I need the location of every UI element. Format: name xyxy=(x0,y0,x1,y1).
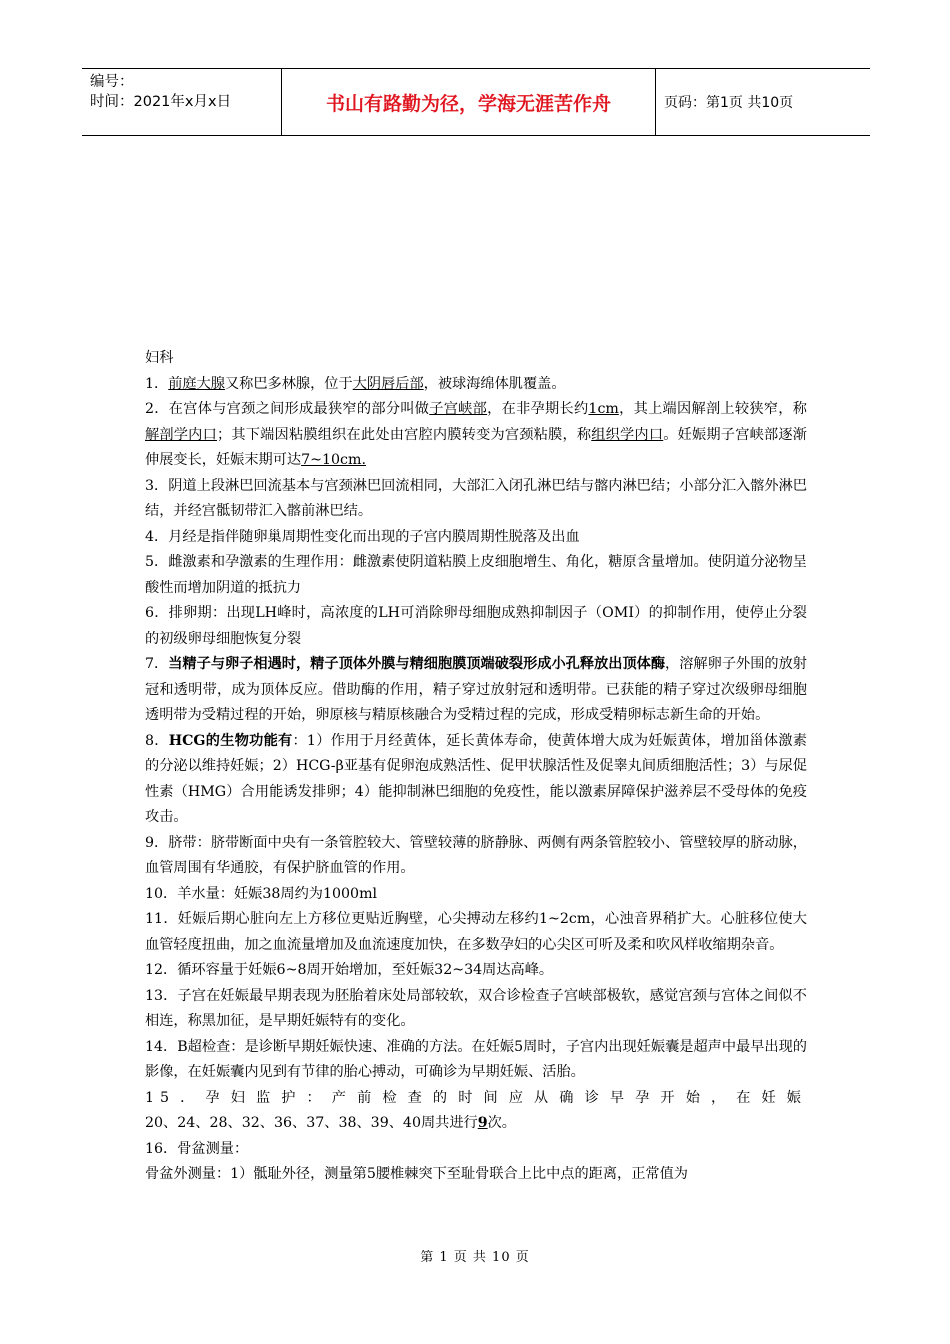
page-footer: 第 1 页 共 10 页 xyxy=(420,1250,530,1265)
section-title: 妇科 xyxy=(145,350,174,366)
paragraph-2 xyxy=(145,397,807,474)
date-label: 时间：2021年x月x日 xyxy=(90,94,232,110)
text-run: 。妊娠期子宫峡部逐渐伸展变长，妊娠末期可达 xyxy=(145,426,807,468)
text-run: ，溶解卵子外围的放射冠和透明带，成为顶体反应。借助酶的作用，精子穿过放射冠和透明带。已获能的精子穿过次级卵母细胞透明带为受精过程的开始，卵原核与精原核融合为受精过程的完成，形成受精卵标志新生命的开始。 xyxy=(145,656,807,723)
paragraph-6: 6．排卵期：出现LH峰时，高浓度的LH可消除卵母细胞成熟抑制因子（OMI）的抑制作用，使停止分裂的初级卵母细胞恢复分裂 xyxy=(145,605,807,647)
visit-count: 9 xyxy=(477,1115,488,1131)
term-underlined: 大阴唇后部 xyxy=(352,375,424,392)
text-run: ，其上端因解剖上较狭窄，称 xyxy=(618,401,807,417)
header-motto: 书山有路勤为径，学海无涯苦作舟 xyxy=(282,69,656,135)
term-underlined: 前庭大腺 xyxy=(168,375,225,392)
item-number: 7． xyxy=(145,656,169,672)
term-underlined: 子宫峡部 xyxy=(429,401,488,417)
header-page-info: 页码：第1页 共10页 xyxy=(664,95,794,111)
paragraph-15-line2 xyxy=(145,1111,807,1137)
paragraph-17: 骨盆外测量：1）骶耻外径，测量第5腰椎棘突下至耻骨联合上比中点的距离，正常值为 xyxy=(145,1166,688,1182)
document-body xyxy=(145,346,807,1188)
paragraph-3: 3．阴道上段淋巴回流基本与宫颈淋巴回流相同，大部汇入闭孔淋巴结与髂内淋巴结；小部分汇入髂外淋巴结，并经宫骶韧带汇入髂前淋巴结。 xyxy=(145,477,807,519)
paragraph-13: 13．子宫在妊娠最早期表现为胚胎着床处局部较软，双合诊检查子宫峡部极软，感觉宫颈与宫体之间似不相连，称黑加征，是早期妊娠特有的变化。 xyxy=(145,987,807,1029)
text-run: 次。 xyxy=(487,1115,516,1131)
term-underlined: 1cm xyxy=(588,401,619,417)
term-underlined: 7~10cm. xyxy=(301,452,366,468)
text-run: ，在非孕期长约 xyxy=(487,401,589,417)
text-run: 20、24、28、32、36、37、38、39、40周共进行 xyxy=(145,1115,478,1131)
paragraph-5: 5．雌激素和孕激素的生理作用：雌激素使阴道粘膜上皮细胞增生、角化，糖原含量增加。使阴道分泌物呈酸性而增加阴道的抵抗力 xyxy=(145,554,807,596)
header-meta xyxy=(82,69,282,135)
page-header xyxy=(82,68,870,136)
bold-statement: HCG的生物功能有 xyxy=(168,732,293,749)
paragraph-15-line1: 15．孕妇监护：产前检查的时间应从确诊早孕开始，在妊娠 xyxy=(145,1089,807,1106)
paragraph-9: 9．脐带：脐带断面中央有一条管腔较大、管壁较薄的脐静脉、两侧有两条管腔较小、管壁较厚的脐动脉，血管周围有华通胶，有保护脐血管的作用。 xyxy=(145,834,807,876)
text-run: ：1）作用于月经黄体，延长黄体寿命，使黄体增大成为妊娠黄体，增加甾体激素的分泌以维持妊娠；2）HCG-β亚基有促卵泡成熟活性、促甲状腺活性及促睾丸间质细胞活性；3）与尿促性素（HMG）合用能诱发排卵；4）能抑制淋巴细胞的免疫性，能以激素屏障保护滋养层不受母体的免疫攻击。 xyxy=(145,732,807,825)
paragraph-4: 4．月经是指伴随卵巢周期性变化而出现的子宫内膜周期性脱落及出血 xyxy=(145,528,580,545)
bold-statement: 当精子与卵子相遇时，精子顶体外膜与精细胞膜顶端破裂形成小孔释放出顶体酶 xyxy=(168,656,666,672)
serial-label: 编号： xyxy=(90,74,134,90)
paragraph-14: 14．B超检查：是诊断早期妊娠快速、准确的方法。在妊娠5周时，子宫内出现妊娠囊是超声中最早出现的影像，在妊娠囊内见到有节律的胎心搏动，可确诊为早期妊娠、活胎。 xyxy=(145,1038,807,1080)
term-underlined: 组织学内口 xyxy=(591,426,664,443)
item-number: 2． xyxy=(145,401,169,417)
paragraph-16: 16．骨盆测量： xyxy=(145,1140,249,1157)
text-run: ；其下端因粘膜组织在此处由宫腔内膜转变为宫颈粘膜，称 xyxy=(216,426,592,443)
paragraph-10: 10．羊水量：妊娠38周约为1000ml xyxy=(145,885,378,902)
paragraph-7 xyxy=(145,652,807,729)
item-number: 1． xyxy=(145,375,169,392)
paragraph-1 xyxy=(145,372,807,398)
text-run: 在宫体与宫颈之间形成最狭窄的部分叫做 xyxy=(168,401,430,417)
paragraph-11: 11．妊娠后期心脏向左上方移位更贴近胸壁，心尖搏动左移约1~2cm，心浊音界稍扩大。心脏移位使大血管轻度扭曲，加之血流量增加及血流速度加快，在多数孕妇的心尖区可听及柔和吹风样收缩期杂音。 xyxy=(145,911,807,953)
paragraph-8 xyxy=(145,729,807,831)
paragraph-12: 12．循环容量于妊娠6~8周开始增加，至妊娠32~34周达高峰。 xyxy=(145,962,554,978)
text-run: 又称巴多林腺，位于 xyxy=(224,375,353,392)
text-run: ，被球海绵体肌覆盖。 xyxy=(423,375,566,392)
item-number: 8． xyxy=(145,732,169,749)
term-underlined: 解剖学内口 xyxy=(145,426,217,443)
